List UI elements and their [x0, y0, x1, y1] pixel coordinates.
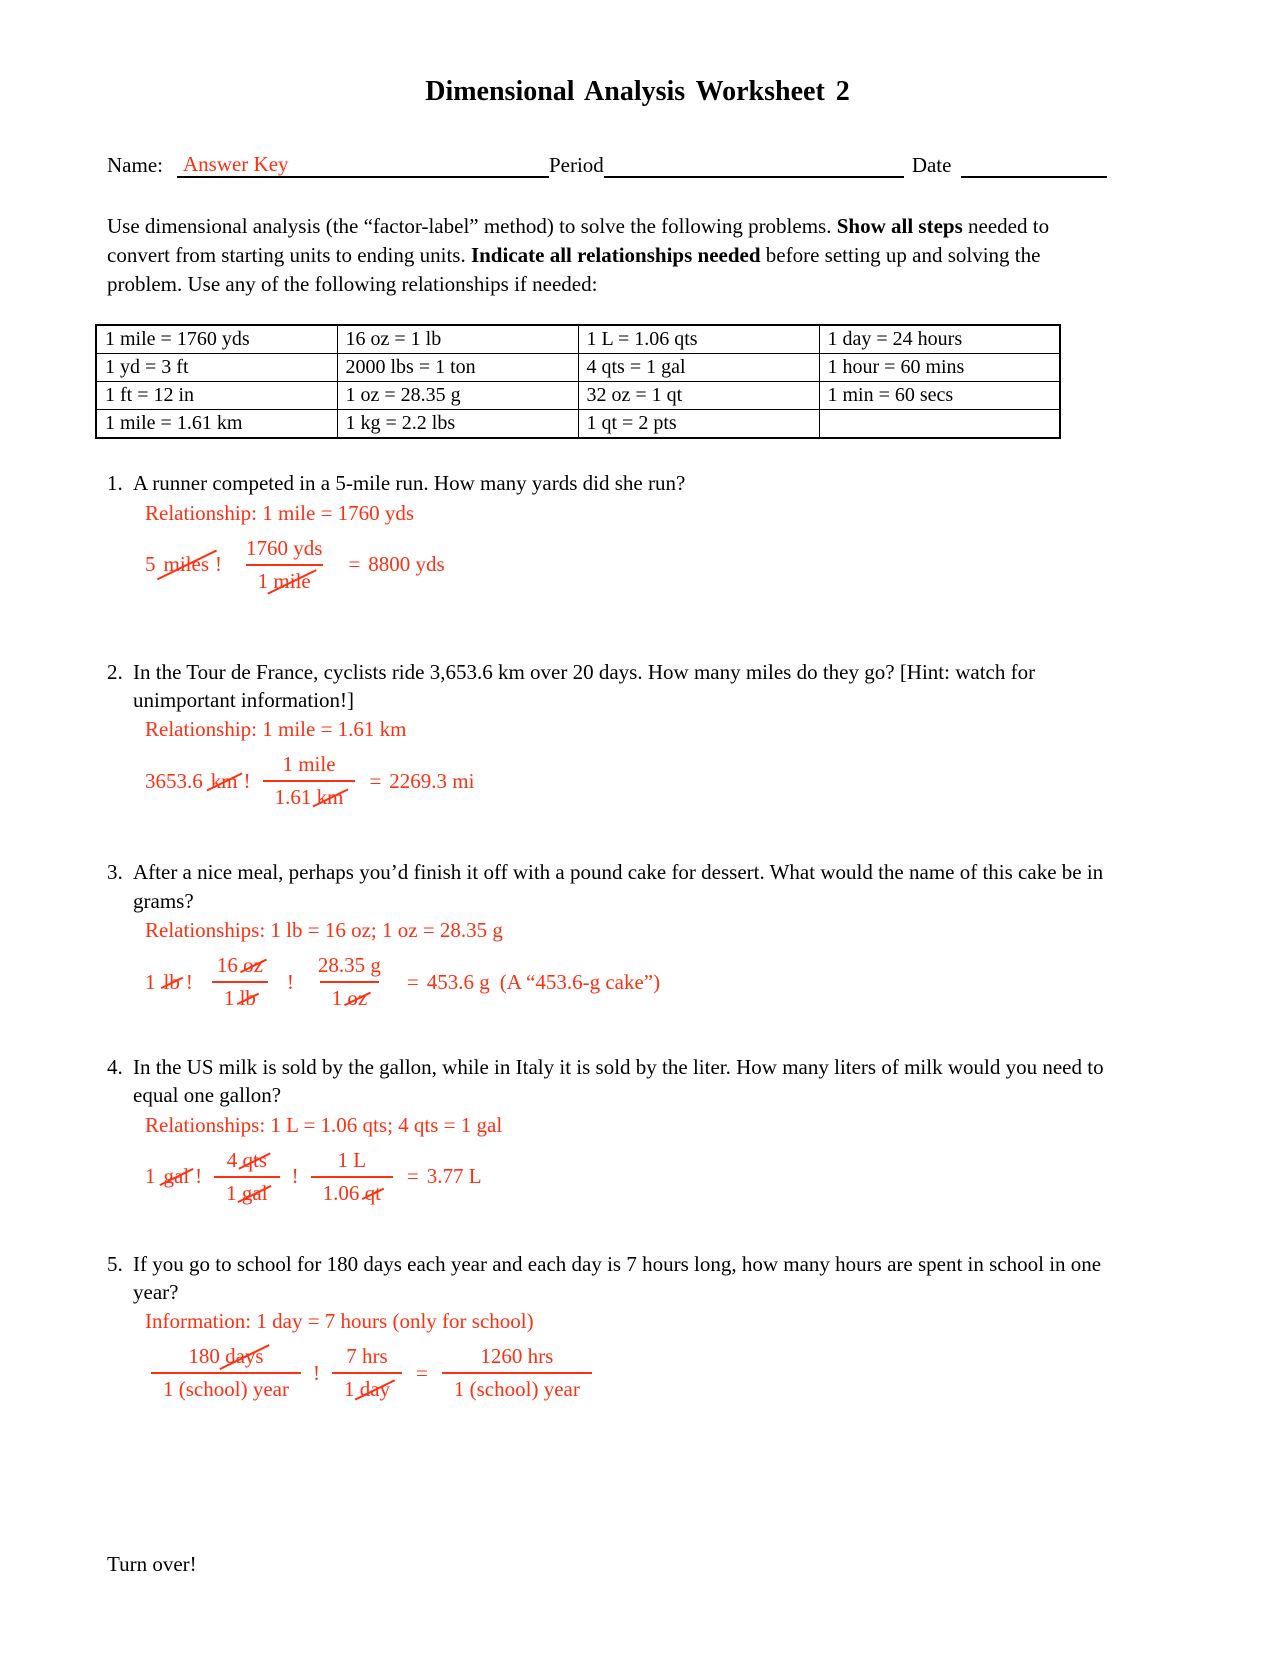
table-row [96, 325, 1060, 354]
problem-number: 1. [107, 471, 123, 496]
table-cell: 1 min = 60 secs [819, 382, 1060, 410]
table-cell: 1 kg = 2.2 lbs [337, 410, 578, 439]
fraction-denominator: 1 day [332, 1372, 402, 1402]
table-cell: 32 oz = 1 qt [578, 382, 819, 410]
table-cell [819, 410, 1060, 439]
fraction-denominator: 1 mile [246, 564, 323, 594]
work-lead-value: 5 [145, 552, 156, 577]
information-line: Information: 1 day = 7 hours (only for school) [145, 1309, 534, 1334]
fraction [151, 1344, 301, 1402]
identity-row [107, 152, 1180, 178]
cancelled-unit: miles [163, 552, 209, 577]
instructions-bold-1: Show all steps [836, 214, 963, 238]
fraction-denominator: 1.06 qt [311, 1176, 393, 1206]
table-cell: 1 yd = 3 ft [96, 354, 337, 382]
multiply-operator: ! [243, 768, 251, 793]
multiply-operator: ! [291, 1164, 299, 1189]
cancelled-unit: mile [273, 568, 311, 593]
multiply-operator: ! [286, 969, 294, 994]
work-result: 2269.3 mi [389, 768, 475, 793]
cancelled-unit: oz [243, 953, 263, 978]
name-value: Answer Key [182, 152, 289, 176]
multiply-operator: ! [215, 552, 222, 577]
problem-question: If you go to school for 180 days each year and each day is 7 hours long, how many hours are spent in school in one year? [133, 1251, 1102, 1305]
work-lead-value: 1 [145, 1164, 156, 1189]
problem-4 [95, 1053, 1180, 1206]
fraction [306, 953, 393, 1011]
period-field [604, 152, 904, 178]
fraction [205, 953, 275, 1011]
table-cell: 1 oz = 28.35 g [337, 382, 578, 410]
fraction [214, 1148, 279, 1206]
instructions-paragraph [107, 212, 1102, 298]
fraction [263, 752, 356, 810]
table-row [96, 382, 1060, 410]
instructions-text-2: needed to convert from starting units to ending units. [107, 214, 1050, 267]
work-lead-value: 1 [145, 969, 156, 994]
cancelled-unit: lb [163, 969, 180, 994]
problem-number: 4. [107, 1055, 123, 1080]
work-result: 8800 yds [368, 552, 445, 577]
multiply-operator: ! [185, 969, 193, 994]
cancelled-unit: qts [242, 1147, 267, 1172]
cancelled-unit: oz [347, 986, 368, 1011]
cancelled-unit: km [210, 768, 238, 793]
problem-3 [95, 858, 1180, 1011]
work-equation [145, 953, 1180, 1011]
table-row [96, 354, 1060, 382]
cancelled-unit: qt [364, 1180, 381, 1205]
page-title: Dimensional Analysis Worksheet 2 [425, 76, 850, 107]
name-label: Name: [107, 153, 163, 177]
fraction-denominator: 1 (school) year [151, 1372, 301, 1402]
cancelled-unit: day [359, 1377, 391, 1402]
problem-question: After a nice meal, perhaps you’d finish it off with a pound cake for dessert. What would the name of this cake be in grams? [133, 860, 1104, 913]
fraction-numerator: 1260 hrs [480, 1344, 554, 1369]
table-cell: 1 mile = 1.61 km [96, 410, 337, 439]
work-equation [145, 752, 1180, 810]
fraction-numerator: 4 qts [226, 1147, 267, 1172]
problem-question: In the US milk is sold by the gallon, while in Italy it is sold by the liter. How many liters of milk would you need to equal one gallon? [133, 1055, 1104, 1108]
equals-sign: = [406, 1164, 419, 1189]
fraction [442, 1344, 592, 1402]
cancelled-unit: gal [241, 1180, 268, 1205]
problem-number: 5. [107, 1251, 123, 1276]
cancelled-unit: gal [163, 1164, 190, 1189]
instructions-bold-2: Indicate all relationships needed [470, 242, 761, 267]
fraction-denominator: 1 (school) year [442, 1372, 592, 1402]
work-result: 3.77 L [426, 1164, 482, 1189]
equals-sign: = [416, 1360, 428, 1385]
work-equation [145, 536, 1180, 594]
fraction-denominator: 1 oz [320, 981, 380, 1011]
equals-sign: = [348, 552, 361, 577]
problem-question: A runner competed in a 5-mile run. How many yards did she run? [133, 471, 686, 496]
instructions-text-3: before setting up and solving the problem. Use any of the following relationships if needed: [107, 242, 1041, 296]
fraction-denominator: 1.61 km [263, 780, 356, 810]
table-cell: 1 mile = 1760 yds [96, 325, 337, 354]
fraction-denominator: 1 gal [214, 1176, 279, 1206]
instructions-text-1: Use dimensional analysis (the “factor-label” method) to solve the following problems. [107, 214, 837, 238]
relationship-line: Relationships: 1 L = 1.06 qts; 4 qts = 1 gal [145, 1112, 503, 1137]
fraction [311, 1148, 393, 1206]
fraction-numerator: 1760 yds [246, 535, 323, 560]
equals-sign: = [369, 768, 382, 793]
work-lead-value: 3653.6 [145, 768, 203, 793]
relationship-line: Relationship: 1 mile = 1.61 km [145, 717, 407, 742]
fraction-denominator: 1 lb [212, 981, 268, 1011]
equals-sign: = [406, 969, 419, 994]
table-cell: 1 ft = 12 in [96, 382, 337, 410]
cancelled-unit: lb [239, 986, 256, 1011]
problem-number: 3. [107, 860, 123, 885]
cancelled-unit: days [225, 1344, 264, 1369]
fraction [332, 1344, 402, 1402]
cancelled-unit: km [316, 785, 344, 810]
problem-5 [95, 1250, 1180, 1403]
period-label: Period [548, 153, 604, 177]
fraction-numerator: 180 days [188, 1344, 264, 1369]
work-note: (A “453.6-g cake”) [499, 969, 661, 994]
fraction-numerator: 28.35 g [317, 953, 381, 978]
problem-question: In the Tour de France, cyclists ride 3,653.6 km over 20 days. How many miles do they go? [Hint: watch for unimportant information!] [133, 659, 1036, 712]
table-cell: 1 hour = 60 mins [819, 354, 1060, 382]
problem-1 [95, 469, 1180, 593]
table-cell: 1 L = 1.06 qts [578, 325, 819, 354]
table-cell: 2000 lbs = 1 ton [337, 354, 578, 382]
problem-number: 2. [107, 659, 123, 684]
table-row [96, 410, 1060, 439]
fraction-numerator: 7 hrs [346, 1344, 388, 1369]
multiply-operator: ! [312, 1360, 320, 1385]
multiply-operator: ! [195, 1164, 203, 1189]
conversion-table [95, 324, 1061, 439]
table-cell: 1 day = 24 hours [819, 325, 1060, 354]
fraction-numerator: 16 oz [216, 953, 263, 978]
table-cell: 4 qts = 1 gal [578, 354, 819, 382]
work-equation [145, 1344, 1180, 1402]
date-label: Date [911, 153, 952, 177]
relationship-line: Relationships: 1 lb = 16 oz; 1 oz = 28.35 g [145, 918, 503, 943]
problem-2 [95, 658, 1180, 811]
work-equation [145, 1148, 1180, 1206]
table-cell: 1 qt = 2 pts [578, 410, 819, 439]
fraction [234, 536, 334, 594]
fraction-numerator: 1 mile [282, 752, 336, 777]
turn-over-note: Turn over! [107, 1552, 197, 1577]
table-cell: 16 oz = 1 lb [337, 325, 578, 354]
date-field [961, 152, 1107, 178]
name-field [177, 152, 549, 178]
work-result: 453.6 g [426, 969, 490, 994]
fraction-numerator: 1 L [337, 1147, 367, 1172]
relationship-line: Relationship: 1 mile = 1760 yds [145, 500, 415, 525]
